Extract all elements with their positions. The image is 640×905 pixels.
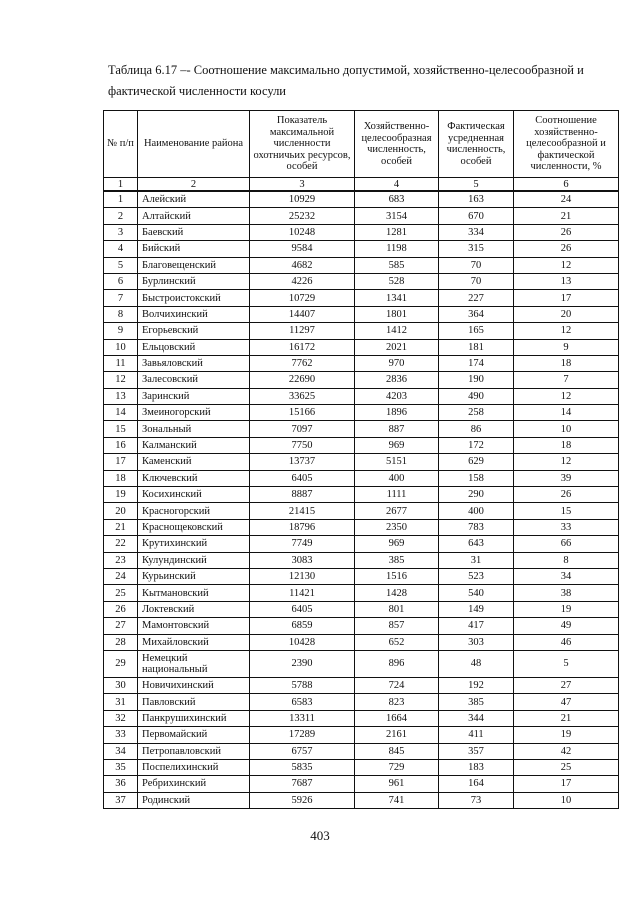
target-population: 1111 xyxy=(355,487,439,503)
table-row xyxy=(104,677,619,693)
table-row xyxy=(104,224,619,240)
max-population: 17289 xyxy=(250,727,355,743)
district-name: Алтайский xyxy=(138,208,250,224)
caption-line-1: Таблица 6.17 –- Соотношение максимально допустимой, хозяйственно-целесообразной и xyxy=(108,63,584,77)
district-name: Михайловский xyxy=(138,634,250,650)
ratio-percent: 20 xyxy=(514,306,619,322)
row-number: 23 xyxy=(104,552,138,568)
target-population: 970 xyxy=(355,355,439,371)
target-population: 4203 xyxy=(355,388,439,404)
actual-population: 70 xyxy=(439,257,514,273)
ratio-percent: 39 xyxy=(514,470,619,486)
table-body xyxy=(104,191,619,809)
ratio-percent: 12 xyxy=(514,454,619,470)
target-population: 741 xyxy=(355,792,439,808)
table-row xyxy=(104,421,619,437)
page-number: 403 xyxy=(310,828,330,843)
district-name: Поспелихинский xyxy=(138,759,250,775)
column-number: 1 xyxy=(104,178,138,192)
row-number: 30 xyxy=(104,677,138,693)
ratio-percent: 26 xyxy=(514,224,619,240)
table-row xyxy=(104,743,619,759)
row-number: 29 xyxy=(104,650,138,677)
actual-population: 411 xyxy=(439,727,514,743)
district-name: Благовещенский xyxy=(138,257,250,273)
max-population: 21415 xyxy=(250,503,355,519)
target-population: 845 xyxy=(355,743,439,759)
actual-population: 181 xyxy=(439,339,514,355)
table-row xyxy=(104,273,619,289)
ratio-percent: 17 xyxy=(514,290,619,306)
max-population: 33625 xyxy=(250,388,355,404)
ratio-percent: 25 xyxy=(514,759,619,775)
row-number: 9 xyxy=(104,323,138,339)
table-row xyxy=(104,372,619,388)
actual-population: 48 xyxy=(439,650,514,677)
target-population: 724 xyxy=(355,677,439,693)
target-population: 961 xyxy=(355,776,439,792)
column-number: 3 xyxy=(250,178,355,192)
table-caption xyxy=(108,60,608,102)
actual-population: 629 xyxy=(439,454,514,470)
caption-line-2: фактической численности косули xyxy=(108,84,286,98)
ratio-percent: 21 xyxy=(514,710,619,726)
target-population: 528 xyxy=(355,273,439,289)
actual-population: 70 xyxy=(439,273,514,289)
target-population: 652 xyxy=(355,634,439,650)
ratio-percent: 17 xyxy=(514,776,619,792)
actual-population: 670 xyxy=(439,208,514,224)
district-name: Ельцовский xyxy=(138,339,250,355)
district-name: Калманский xyxy=(138,437,250,453)
target-population: 1801 xyxy=(355,306,439,322)
roe-deer-table xyxy=(103,110,619,809)
table-row xyxy=(104,208,619,224)
max-population: 5926 xyxy=(250,792,355,808)
row-number: 5 xyxy=(104,257,138,273)
target-population: 2836 xyxy=(355,372,439,388)
row-number: 15 xyxy=(104,421,138,437)
ratio-percent: 8 xyxy=(514,552,619,568)
target-population: 1428 xyxy=(355,585,439,601)
max-population: 12130 xyxy=(250,568,355,584)
row-number: 31 xyxy=(104,694,138,710)
actual-population: 158 xyxy=(439,470,514,486)
ratio-percent: 38 xyxy=(514,585,619,601)
row-number: 19 xyxy=(104,487,138,503)
district-name: Волчихинский xyxy=(138,306,250,322)
row-number: 18 xyxy=(104,470,138,486)
table-row xyxy=(104,306,619,322)
max-population: 4226 xyxy=(250,273,355,289)
district-name: Егорьевский xyxy=(138,323,250,339)
table-row xyxy=(104,405,619,421)
max-population: 9584 xyxy=(250,241,355,257)
table-row xyxy=(104,355,619,371)
district-name: Крутихинский xyxy=(138,536,250,552)
actual-population: 163 xyxy=(439,191,514,208)
target-population: 1664 xyxy=(355,710,439,726)
table-row xyxy=(104,536,619,552)
column-header: № п/п xyxy=(104,111,138,178)
column-number: 5 xyxy=(439,178,514,192)
table-row xyxy=(104,552,619,568)
max-population: 7097 xyxy=(250,421,355,437)
row-number: 16 xyxy=(104,437,138,453)
target-population: 400 xyxy=(355,470,439,486)
actual-population: 490 xyxy=(439,388,514,404)
table-row xyxy=(104,618,619,634)
table-row xyxy=(104,792,619,808)
max-population: 22690 xyxy=(250,372,355,388)
target-population: 801 xyxy=(355,601,439,617)
actual-population: 417 xyxy=(439,618,514,634)
actual-population: 334 xyxy=(439,224,514,240)
column-number: 4 xyxy=(355,178,439,192)
table-row xyxy=(104,191,619,208)
district-name: Кулундинский xyxy=(138,552,250,568)
ratio-percent: 46 xyxy=(514,634,619,650)
row-number: 2 xyxy=(104,208,138,224)
ratio-percent: 42 xyxy=(514,743,619,759)
ratio-percent: 18 xyxy=(514,437,619,453)
target-population: 2677 xyxy=(355,503,439,519)
target-population: 887 xyxy=(355,421,439,437)
ratio-percent: 13 xyxy=(514,273,619,289)
row-number: 11 xyxy=(104,355,138,371)
table-row xyxy=(104,710,619,726)
actual-population: 643 xyxy=(439,536,514,552)
actual-population: 165 xyxy=(439,323,514,339)
ratio-percent: 34 xyxy=(514,568,619,584)
ratio-percent: 33 xyxy=(514,519,619,535)
row-number: 27 xyxy=(104,618,138,634)
max-population: 6583 xyxy=(250,694,355,710)
target-population: 857 xyxy=(355,618,439,634)
row-number: 7 xyxy=(104,290,138,306)
row-number: 17 xyxy=(104,454,138,470)
table-row xyxy=(104,634,619,650)
row-number: 25 xyxy=(104,585,138,601)
max-population: 18796 xyxy=(250,519,355,535)
table-row xyxy=(104,601,619,617)
district-name: Залесовский xyxy=(138,372,250,388)
district-name: Зональный xyxy=(138,421,250,437)
actual-population: 183 xyxy=(439,759,514,775)
ratio-percent: 18 xyxy=(514,355,619,371)
row-number: 33 xyxy=(104,727,138,743)
max-population: 2390 xyxy=(250,650,355,677)
ratio-percent: 12 xyxy=(514,257,619,273)
target-population: 969 xyxy=(355,437,439,453)
ratio-percent: 27 xyxy=(514,677,619,693)
table-row xyxy=(104,339,619,355)
actual-population: 73 xyxy=(439,792,514,808)
max-population: 10248 xyxy=(250,224,355,240)
district-name: Курьинский xyxy=(138,568,250,584)
row-number: 1 xyxy=(104,191,138,208)
district-name: Косихинский xyxy=(138,487,250,503)
table-row xyxy=(104,519,619,535)
target-population: 1412 xyxy=(355,323,439,339)
table-row xyxy=(104,568,619,584)
actual-population: 540 xyxy=(439,585,514,601)
table-row xyxy=(104,470,619,486)
district-name: Бурлинский xyxy=(138,273,250,289)
row-number: 12 xyxy=(104,372,138,388)
district-name: Завьяловский xyxy=(138,355,250,371)
max-population: 7687 xyxy=(250,776,355,792)
column-number: 2 xyxy=(138,178,250,192)
table-row xyxy=(104,388,619,404)
max-population: 7749 xyxy=(250,536,355,552)
row-number: 21 xyxy=(104,519,138,535)
max-population: 6405 xyxy=(250,470,355,486)
actual-population: 190 xyxy=(439,372,514,388)
row-number: 32 xyxy=(104,710,138,726)
target-population: 5151 xyxy=(355,454,439,470)
district-name: Заринский xyxy=(138,388,250,404)
row-number: 10 xyxy=(104,339,138,355)
ratio-percent: 9 xyxy=(514,339,619,355)
ratio-percent: 10 xyxy=(514,792,619,808)
column-header: Фактическая усредненная численность, особей xyxy=(439,111,514,178)
ratio-percent: 24 xyxy=(514,191,619,208)
target-population: 1896 xyxy=(355,405,439,421)
actual-population: 164 xyxy=(439,776,514,792)
actual-population: 149 xyxy=(439,601,514,617)
max-population: 4682 xyxy=(250,257,355,273)
ratio-percent: 15 xyxy=(514,503,619,519)
target-population: 1281 xyxy=(355,224,439,240)
target-population: 896 xyxy=(355,650,439,677)
district-name: Павловский xyxy=(138,694,250,710)
max-population: 11297 xyxy=(250,323,355,339)
ratio-percent: 47 xyxy=(514,694,619,710)
table-row xyxy=(104,503,619,519)
column-header: Наименование района xyxy=(138,111,250,178)
table-row xyxy=(104,727,619,743)
column-header: Соотношение хозяйственно-целесообразной и фактической численности, % xyxy=(514,111,619,178)
table-row xyxy=(104,290,619,306)
max-population: 25232 xyxy=(250,208,355,224)
row-number: 20 xyxy=(104,503,138,519)
ratio-percent: 26 xyxy=(514,241,619,257)
ratio-percent: 10 xyxy=(514,421,619,437)
row-number: 8 xyxy=(104,306,138,322)
table-row xyxy=(104,759,619,775)
district-name: Первомайский xyxy=(138,727,250,743)
ratio-percent: 5 xyxy=(514,650,619,677)
column-number: 6 xyxy=(514,178,619,192)
max-population: 15166 xyxy=(250,405,355,421)
district-name: Панкрушихинский xyxy=(138,710,250,726)
ratio-percent: 19 xyxy=(514,727,619,743)
table-row xyxy=(104,241,619,257)
column-number-row xyxy=(104,178,619,192)
district-name: Каменский xyxy=(138,454,250,470)
ratio-percent: 12 xyxy=(514,388,619,404)
ratio-percent: 66 xyxy=(514,536,619,552)
actual-population: 192 xyxy=(439,677,514,693)
table-row xyxy=(104,454,619,470)
max-population: 7750 xyxy=(250,437,355,453)
row-number: 24 xyxy=(104,568,138,584)
target-population: 585 xyxy=(355,257,439,273)
district-name: Кытмановский xyxy=(138,585,250,601)
max-population: 5788 xyxy=(250,677,355,693)
district-name: Алейский xyxy=(138,191,250,208)
district-name: Ключевский xyxy=(138,470,250,486)
max-population: 10729 xyxy=(250,290,355,306)
actual-population: 385 xyxy=(439,694,514,710)
district-name: Красногорский xyxy=(138,503,250,519)
row-number: 26 xyxy=(104,601,138,617)
actual-population: 344 xyxy=(439,710,514,726)
max-population: 3083 xyxy=(250,552,355,568)
table-row xyxy=(104,694,619,710)
district-name: Ребрихинский xyxy=(138,776,250,792)
actual-population: 174 xyxy=(439,355,514,371)
target-population: 2161 xyxy=(355,727,439,743)
district-name: Быстроистокский xyxy=(138,290,250,306)
district-name: Родинский xyxy=(138,792,250,808)
district-name: Петропавловский xyxy=(138,743,250,759)
district-name: Мамонтовский xyxy=(138,618,250,634)
row-number: 22 xyxy=(104,536,138,552)
ratio-percent: 49 xyxy=(514,618,619,634)
table-row xyxy=(104,323,619,339)
max-population: 13737 xyxy=(250,454,355,470)
district-name: Бийский xyxy=(138,241,250,257)
target-population: 729 xyxy=(355,759,439,775)
actual-population: 31 xyxy=(439,552,514,568)
max-population: 16172 xyxy=(250,339,355,355)
actual-population: 86 xyxy=(439,421,514,437)
table-row xyxy=(104,437,619,453)
max-population: 11421 xyxy=(250,585,355,601)
target-population: 3154 xyxy=(355,208,439,224)
header-row xyxy=(104,111,619,178)
district-name: Немецкий национальный xyxy=(138,650,250,677)
table-row xyxy=(104,257,619,273)
district-name: Баевский xyxy=(138,224,250,240)
target-population: 969 xyxy=(355,536,439,552)
row-number: 6 xyxy=(104,273,138,289)
row-number: 34 xyxy=(104,743,138,759)
max-population: 6859 xyxy=(250,618,355,634)
actual-population: 357 xyxy=(439,743,514,759)
row-number: 35 xyxy=(104,759,138,775)
max-population: 10929 xyxy=(250,191,355,208)
row-number: 13 xyxy=(104,388,138,404)
row-number: 37 xyxy=(104,792,138,808)
ratio-percent: 26 xyxy=(514,487,619,503)
actual-population: 290 xyxy=(439,487,514,503)
actual-population: 227 xyxy=(439,290,514,306)
table-row xyxy=(104,585,619,601)
max-population: 10428 xyxy=(250,634,355,650)
district-name: Краснощековский xyxy=(138,519,250,535)
target-population: 1341 xyxy=(355,290,439,306)
table-row xyxy=(104,487,619,503)
table-row xyxy=(104,776,619,792)
max-population: 6405 xyxy=(250,601,355,617)
actual-population: 400 xyxy=(439,503,514,519)
target-population: 823 xyxy=(355,694,439,710)
target-population: 2021 xyxy=(355,339,439,355)
row-number: 36 xyxy=(104,776,138,792)
row-number: 28 xyxy=(104,634,138,650)
district-name: Новичихинский xyxy=(138,677,250,693)
actual-population: 523 xyxy=(439,568,514,584)
row-number: 4 xyxy=(104,241,138,257)
max-population: 8887 xyxy=(250,487,355,503)
ratio-percent: 12 xyxy=(514,323,619,339)
column-header: Показатель максимальной численности охотничьих ресурсов, особей xyxy=(250,111,355,178)
target-population: 385 xyxy=(355,552,439,568)
ratio-percent: 21 xyxy=(514,208,619,224)
table-row xyxy=(104,650,619,677)
max-population: 5835 xyxy=(250,759,355,775)
district-name: Локтевский xyxy=(138,601,250,617)
max-population: 14407 xyxy=(250,306,355,322)
target-population: 1198 xyxy=(355,241,439,257)
row-number: 3 xyxy=(104,224,138,240)
row-number: 14 xyxy=(104,405,138,421)
actual-population: 364 xyxy=(439,306,514,322)
actual-population: 172 xyxy=(439,437,514,453)
column-header: Хозяйственно-целесообразная численность, особей xyxy=(355,111,439,178)
actual-population: 258 xyxy=(439,405,514,421)
target-population: 683 xyxy=(355,191,439,208)
target-population: 1516 xyxy=(355,568,439,584)
max-population: 13311 xyxy=(250,710,355,726)
max-population: 6757 xyxy=(250,743,355,759)
district-name: Змеиногорский xyxy=(138,405,250,421)
actual-population: 783 xyxy=(439,519,514,535)
max-population: 7762 xyxy=(250,355,355,371)
actual-population: 303 xyxy=(439,634,514,650)
ratio-percent: 19 xyxy=(514,601,619,617)
target-population: 2350 xyxy=(355,519,439,535)
ratio-percent: 14 xyxy=(514,405,619,421)
actual-population: 315 xyxy=(439,241,514,257)
ratio-percent: 7 xyxy=(514,372,619,388)
